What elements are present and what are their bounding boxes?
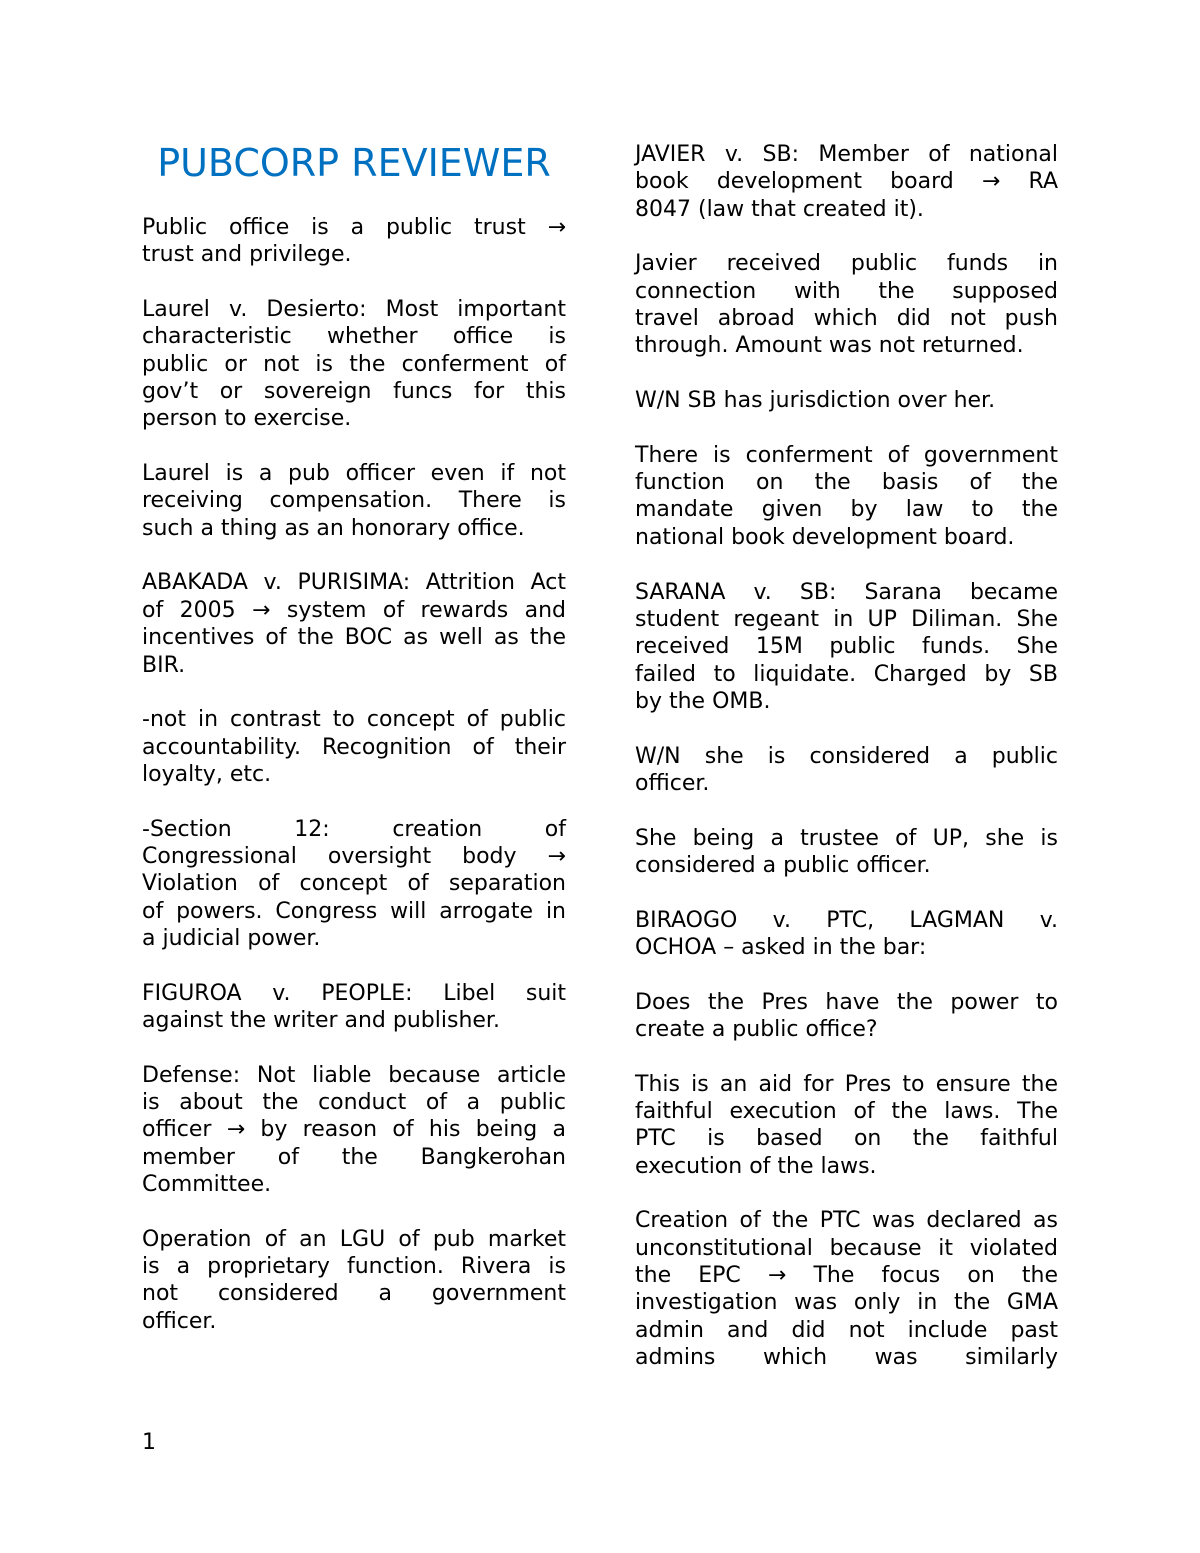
text-line: admin and did not include past — [635, 1317, 1058, 1343]
text-line: Does the Pres have the power to — [635, 989, 1058, 1015]
text-line: SARANA v. SB: Sarana became — [635, 579, 1058, 605]
text-line: FIGUROA v. PEOPLE: Libel suit — [142, 980, 566, 1006]
text-line: officer → by reason of his being a — [142, 1117, 566, 1143]
text-line: characteristic whether office is — [142, 324, 566, 350]
text-line: public or not is the conferment of — [142, 351, 566, 377]
text-line: She being a trustee of UP, she is — [635, 825, 1058, 851]
text-line: OCHOA – asked in the bar: — [635, 934, 927, 960]
text-line: W/N SB has jurisdiction over her. — [635, 388, 996, 414]
text-line: create a public office? — [635, 1017, 878, 1042]
text-line: through. Amount was not returned. — [635, 333, 1024, 359]
page-number: 1 — [142, 1430, 156, 1455]
text-line: Public office is a public trust → — [142, 215, 566, 240]
right-column — [635, 141, 1058, 1399]
text-line: gov’t or sovereign funcs for this — [142, 379, 566, 405]
paragraph — [142, 1226, 566, 1335]
text-line: Creation of the PTC was declared as — [635, 1208, 1058, 1234]
text-line: is about the conduct of a public — [142, 1090, 566, 1115]
paragraph — [635, 579, 1058, 716]
text-line: travel abroad which did not push — [635, 306, 1058, 332]
text-line: the EPC → The focus on the — [635, 1263, 1058, 1289]
text-line: by the OMB. — [635, 688, 771, 714]
text-line: unconstitutional because it violated — [635, 1235, 1058, 1261]
text-line: student regeant in UP Diliman. She — [635, 606, 1058, 632]
text-line: Violation of concept of separation — [142, 871, 566, 897]
document-title: PUBCORP REVIEWER — [157, 141, 551, 185]
text-line: book development board → RA — [635, 169, 1058, 195]
paragraph — [142, 706, 566, 788]
text-line: Laurel is a pub officer even if not — [142, 461, 566, 487]
text-line: Javier received public funds in — [635, 251, 1058, 277]
text-line: Committee. — [142, 1172, 272, 1198]
text-line: Operation of an LGU of pub market — [142, 1226, 566, 1252]
text-line: connection with the supposed — [635, 278, 1058, 304]
text-line: function on the basis of the — [635, 470, 1058, 496]
text-line: against the writer and publisher. — [142, 1007, 500, 1033]
text-line: mandate given by law to the — [635, 497, 1058, 523]
text-line: Congressional oversight body → — [142, 843, 566, 869]
paragraph — [635, 1071, 1058, 1180]
paragraph — [635, 442, 1058, 551]
paragraph — [142, 460, 566, 542]
paragraph — [635, 989, 1058, 1044]
paragraph — [635, 743, 1058, 798]
paragraph — [635, 1207, 1058, 1371]
text-line: considered a public officer. — [635, 852, 931, 878]
text-line: BIRAOGO v. PTC, LAGMAN v. — [635, 907, 1058, 933]
text-line: BIR. — [142, 652, 186, 678]
text-line: faithful execution of the laws. The — [635, 1099, 1058, 1125]
text-line: -not in contrast to concept of public — [142, 707, 566, 733]
text-line: ABAKADA v. PURISIMA: Attrition Act — [142, 570, 566, 596]
text-line: failed to liquidate. Charged by SB — [635, 661, 1058, 687]
text-line: admins which was similarly — [635, 1345, 1058, 1371]
text-line: national book development board. — [635, 524, 1015, 550]
paragraph — [142, 296, 566, 433]
paragraph — [142, 569, 566, 678]
paragraph — [142, 816, 566, 953]
paragraph — [635, 141, 1058, 223]
text-line: loyalty, etc. — [142, 761, 272, 787]
text-line: investigation was only in the GMA — [635, 1290, 1058, 1316]
text-line: officer. — [635, 770, 710, 796]
paragraph — [635, 907, 1058, 962]
paragraph — [142, 1062, 566, 1199]
text-line: execution of the laws. — [635, 1153, 877, 1179]
text-line: PTC is based on the faithful — [635, 1126, 1058, 1152]
text-line: accountability. Recognition of their — [142, 734, 566, 760]
text-line: W/N she is considered a public — [635, 743, 1058, 769]
text-line: such a thing as an honorary office. — [142, 515, 525, 541]
text-line: 8047 (law that created it). — [635, 196, 924, 222]
text-line: is a proprietary function. Rivera is — [142, 1254, 566, 1280]
text-line: Laurel v. Desierto: Most important — [142, 297, 566, 323]
text-line: of 2005 → system of rewards and — [142, 597, 566, 623]
text-line: officer. — [142, 1308, 217, 1334]
text-line: of powers. Congress will arrogate in — [142, 898, 566, 924]
text-line: a judicial power. — [142, 925, 321, 951]
text-line: trust and privilege. — [142, 242, 352, 268]
text-line: JAVIER v. SB: Member of national — [635, 142, 1058, 167]
text-line: received 15M public funds. She — [635, 634, 1058, 660]
paragraph — [142, 980, 566, 1035]
text-line: Defense: Not liable because article — [142, 1062, 566, 1088]
text-line: This is an aid for Pres to ensure the — [635, 1071, 1058, 1097]
text-line: incentives of the BOC as well as the — [142, 625, 566, 651]
text-line: member of the Bangkerohan — [142, 1144, 566, 1170]
paragraph — [635, 250, 1058, 359]
text-line: person to exercise. — [142, 406, 352, 432]
text-line: There is conferment of government — [635, 442, 1058, 468]
text-line: not considered a government — [142, 1281, 566, 1307]
paragraph — [635, 387, 1058, 414]
text-line: -Section 12: creation of — [142, 816, 566, 842]
paragraph — [142, 214, 566, 269]
left-column — [142, 214, 566, 1362]
paragraph — [635, 825, 1058, 880]
text-line: receiving compensation. There is — [142, 488, 566, 514]
